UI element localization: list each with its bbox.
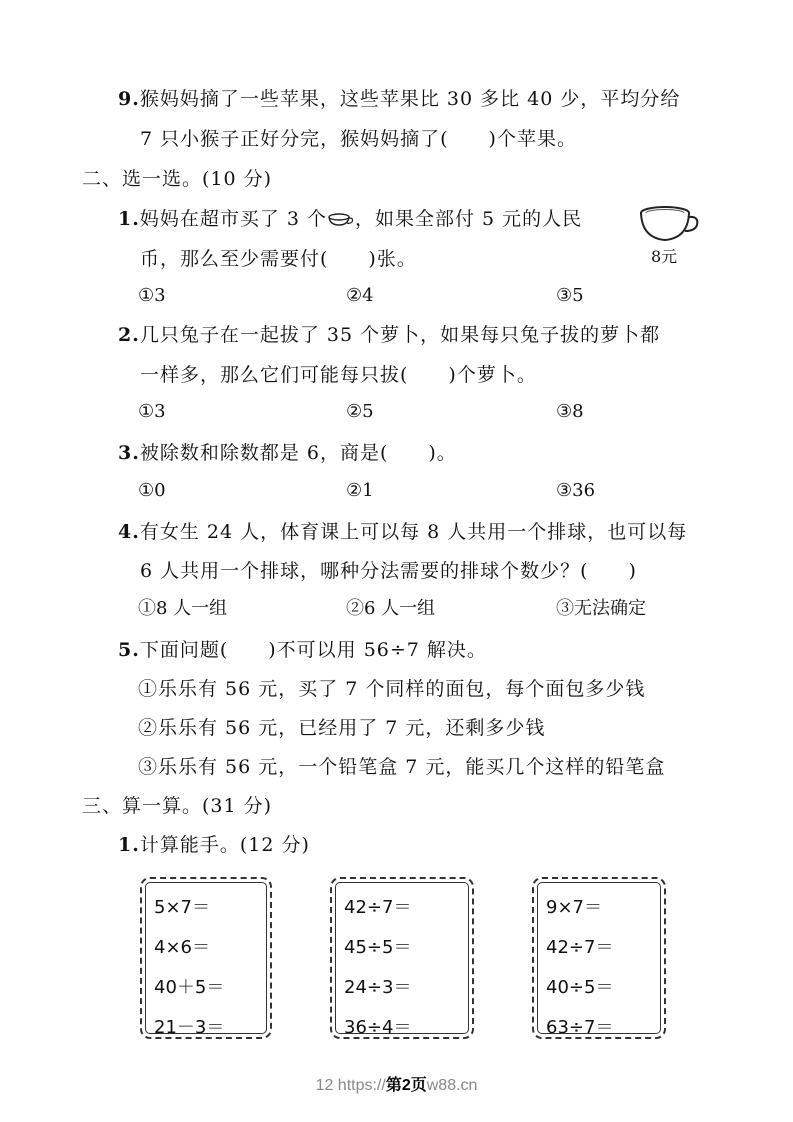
s2q1-number: 1. — [118, 208, 140, 230]
inline-cup-icon — [327, 212, 355, 228]
s2q4-text-1: 有女生 24 人，体育课上可以每 8 人共用一个排球，也可以每 — [139, 521, 688, 543]
s2q5-line1 — [118, 637, 487, 663]
s2q1-option-1: ①3 — [138, 285, 166, 306]
s2q3-text-1: 被除数和除数都是 6，商是( )。 — [139, 442, 457, 464]
calc-box-3-item-2: 42÷7＝ — [546, 937, 614, 958]
calc-box-2-item-3: 24÷3＝ — [344, 977, 412, 998]
s3q1-number: 1. — [118, 834, 140, 856]
calc-box-1-item-4: 21－3＝ — [154, 1017, 225, 1038]
s2q4-line2: 6 人共用一个排球，哪种分法需要的排球个数少？( ) — [140, 560, 637, 582]
calc-box-3-item-1: 9×7＝ — [546, 897, 602, 918]
s2q5-option-3: ③乐乐有 56 元，一个铅笔盒 7 元，能买几个这样的铅笔盒 — [138, 756, 666, 778]
footer-url-prefix: 12 https:// — [315, 1077, 386, 1094]
calc-box-2-item-4: 36÷4＝ — [344, 1017, 412, 1038]
page-footer — [0, 1072, 793, 1095]
q9-line2: 7 只小猴子正好分完，猴妈妈摘了( )个苹果。 — [140, 128, 577, 150]
s2q4-option-2: ②6 人一组 — [346, 598, 436, 619]
s2q1-line2: 币，那么至少需要付( )张。 — [140, 248, 417, 270]
q9-line1 — [118, 86, 680, 112]
s2q1-options — [138, 284, 638, 308]
s2q1-option-2: ②4 — [346, 285, 374, 306]
calc-box-3 — [532, 877, 666, 1039]
page-number: 第2页 — [385, 1077, 427, 1094]
s2q2-option-1: ①3 — [138, 401, 166, 422]
s2q3-option-2: ②1 — [346, 480, 374, 501]
s2q2-line1 — [118, 322, 660, 348]
calc-box-1-item-2: 4×6＝ — [154, 937, 210, 958]
s2q4-options — [138, 597, 698, 621]
s2q5-number: 5. — [118, 639, 140, 661]
s2q2-option-3: ③8 — [556, 401, 584, 422]
s2q2-option-2: ②5 — [346, 401, 374, 422]
s2q3-option-3: ③36 — [556, 480, 596, 501]
s2q4-number: 4. — [118, 521, 140, 543]
s2q2-text-1: 几只兔子在一起拔了 35 个萝卜，如果每只兔子拔的萝卜都 — [139, 324, 661, 346]
s2q4-option-1: ①8 人一组 — [138, 598, 228, 619]
q9-text-1: 猴妈妈摘了一些苹果，这些苹果比 30 多比 40 少，平均分给 — [139, 88, 681, 110]
s3q1-line — [118, 832, 310, 858]
calc-box-1-item-3: 40＋5＝ — [154, 977, 225, 998]
calc-box-1-item-1: 5×7＝ — [154, 897, 210, 918]
s2q2-options — [138, 400, 638, 424]
section2-title: 二、选一选。(10 分) — [82, 168, 273, 190]
calc-box-3-item-4: 63÷7＝ — [546, 1017, 614, 1038]
s2q5-text-1: 下面问题( )不可以用 56÷7 解决。 — [139, 639, 487, 661]
calc-box-1 — [140, 877, 272, 1039]
calc-box-3-item-3: 40÷5＝ — [546, 977, 614, 998]
s2q5-option-2: ②乐乐有 56 元，已经用了 7 元，还剩多少钱 — [138, 717, 546, 739]
s2q4-option-3: ③无法确定 — [556, 598, 646, 619]
calc-box-2-item-2: 45÷5＝ — [344, 937, 412, 958]
s2q2-line2: 一样多，那么它们可能每只拔( )个萝卜。 — [140, 364, 537, 386]
s2q2-number: 2. — [118, 324, 140, 346]
s3q1-title: 计算能手。(12 分) — [139, 834, 310, 856]
calc-box-2-item-1: 42÷7＝ — [344, 897, 412, 918]
s2q4-line1 — [118, 519, 687, 545]
s2q3-option-1: ①0 — [138, 480, 166, 501]
s2q3-line1 — [118, 440, 457, 466]
s2q1-text-1: 妈妈在超市买了 3 个 ，如果全部付 5 元的人民 — [139, 208, 583, 230]
q9-number: 9. — [118, 88, 140, 110]
cup-illustration-icon — [638, 204, 700, 248]
s2q5-option-1: ①乐乐有 56 元，买了 7 个同样的面包，每个面包多少钱 — [138, 678, 646, 700]
calc-box-2 — [330, 877, 474, 1039]
s2q1-line1 — [118, 206, 582, 232]
s2q1-option-3: ③5 — [556, 285, 584, 306]
footer-url-suffix: w88.cn — [426, 1077, 478, 1094]
cup-price-label: 8元 — [651, 247, 678, 266]
s2q3-number: 3. — [118, 442, 140, 464]
section3-title: 三、算一算。(31 分) — [82, 795, 273, 817]
s2q3-options — [138, 479, 638, 503]
